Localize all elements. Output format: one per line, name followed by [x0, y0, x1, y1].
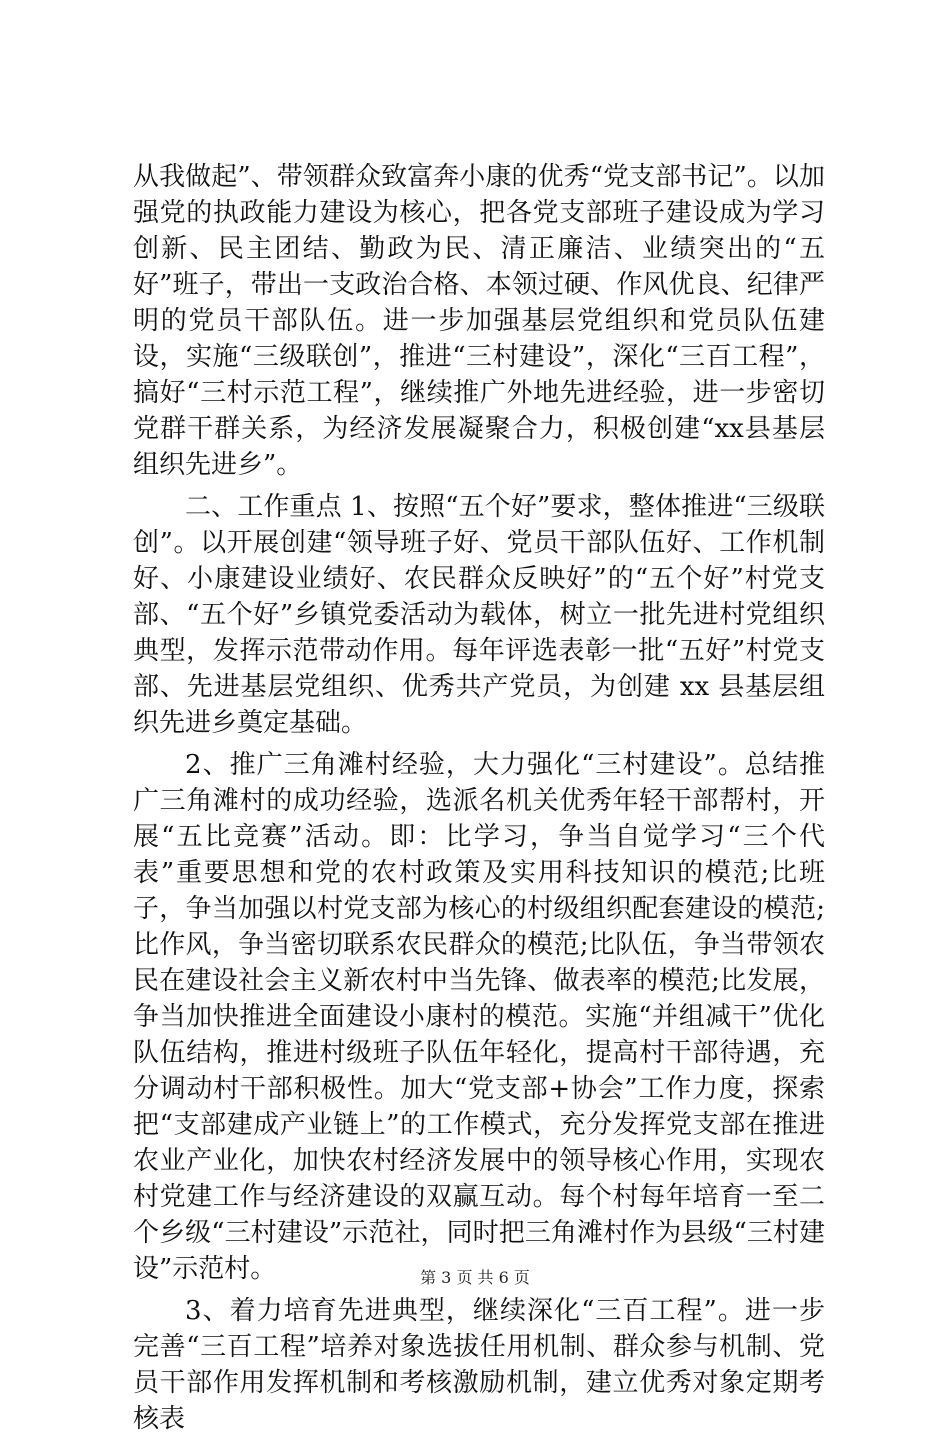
document-body	[133, 159, 825, 1443]
paragraph-2: 二、工作重点 1、按照“五个好”要求，整体推进“三级联创”。以开展创建“领导班子好、党员干部队伍好、工作机制好、小康建设业绩好、农民群众反映好”的“五个好”村党支部、“五个好”乡镇党委活动为载体，树立一批先进村党组织典型，发挥示范带动作用。每年评选表彰一批“五好”村党支部、先进基层党组织、优秀共产党员，为创建 xx 县基层组织先进乡奠定基础。	[133, 492, 825, 738]
paragraph-4: 3、着力培育先进典型，继续深化“三百工程”。进一步完善“三百工程”培养对象选拔任用机制、群众参与机制、党员干部作用发挥机制和考核激励机制，建立优秀对象定期考核表	[133, 1296, 825, 1434]
paragraph-1: 从我做起”、带领群众致富奔小康的优秀“党支部书记”。以加强党的执政能力建设为核心，把各党支部班子建设成为学习创新、民主团结、勤政为民、清正廉洁、业绩突出的“五好”班子，带出一支政治合格、本领过硬、作风优良、纪律严明的党员干部队伍。进一步加强基层党组织和党员队伍建设，实施“三级联创”，推进“三村建设”，深化“三百工程”，搞好“三村示范工程”，继续推广外地先进经验，进一步密切党群干群关系，为经济发展凝聚合力，积极创建“xx县基层组织先进乡”。	[133, 162, 825, 480]
page-number-footer: 第 3 页 共 6 页	[420, 1268, 530, 1287]
paragraph-3: 2、推广三角滩村经验，大力强化“三村建设”。总结推广三角滩村的成功经验，选派名机关优秀年轻干部帮村，开展“五比竞赛”活动。即：比学习，争当自觉学习“三个代表”重要思想和党的农村政策及实用科技知识的模范;比班子，争当加强以村党支部为核心的村级组织配套建设的模范;比作风，争当密切联系农民群众的模范;比队伍，争当带领农民在建设社会主义新农村中当先锋、做表率的模范;比发展，争当加快推进全面建设小康村的模范。实施“并组减干”优化队伍结构，推进村级班子队伍年轻化，提高村干部待遇，充分调动村干部积极性。加大“党支部+协会”工作力度，探索把“支部建成产业链上”的工作模式，充分发挥党支部在推进农业产业化，加快农村经济发展中的领导核心作用，实现农村党建工作与经济建设的双赢互动。每个村每年培育一至二个乡级“三村建设”示范社，同时把三角滩村作为县级“三村建设”示范村。	[133, 750, 825, 1284]
